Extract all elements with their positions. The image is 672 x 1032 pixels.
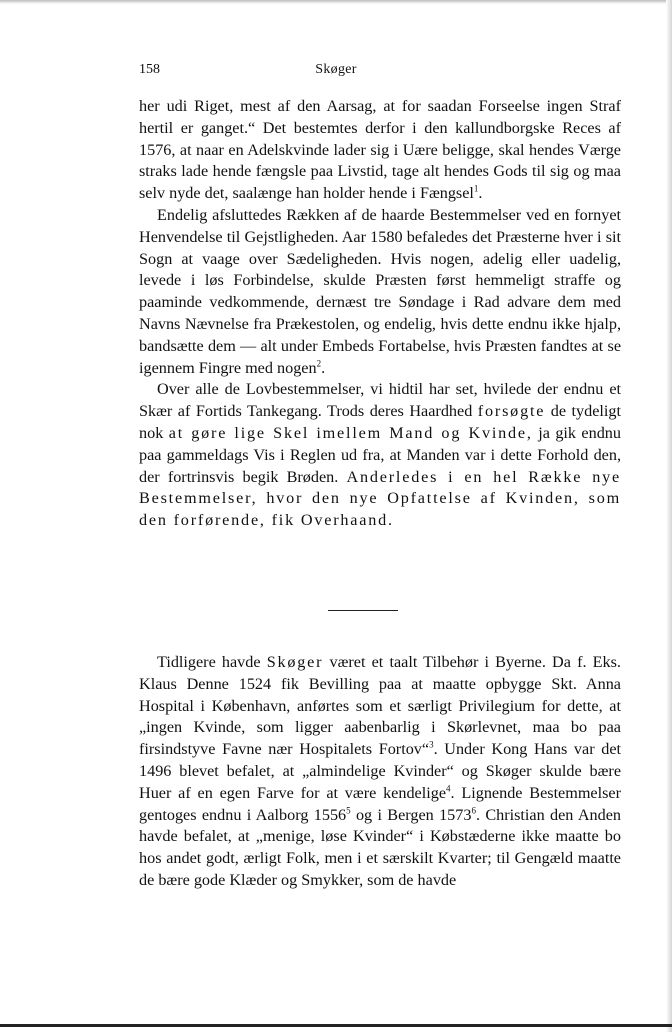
footnote-ref-6: 6 [471,805,476,816]
text-run: Tidligere havde [157,653,267,671]
scan-top-edge [0,0,672,4]
footnote-ref-3: 3 [429,739,434,750]
text-run: . [321,358,326,377]
spaced-text: Skøger [266,653,324,671]
section-divider [328,610,398,611]
text-run: . Lignende Bestemmelser gentoges endnu i Aalborg 1556 [139,783,621,824]
text-run: Over alle de Lovbestemmelser, vi hidtil har set, hvilede der endnu et Skær af Fortids Tankegang. Trods deres Haardhed [139,380,621,421]
paragraph-1 [139,96,621,205]
footnote-ref-2: 2 [316,358,322,369]
text-run: . [478,184,483,203]
spaced-text: forsøgte [477,402,546,421]
text-run: . Under Kong Hans var det 1496 blevet befalet, at „almindelige Kvinder“ og Skøger skulde bære Huer af en egen Farve for at være kendelige [139,740,622,802]
paragraph-3 [139,379,621,532]
page-header [139,62,533,82]
text-run: været et taalt Tilbehør i Byerne. Da f. Eks. Klaus Denne 1524 fik Bevilling paa at maatte opbygge Skt. Anna Hospital i København, anførtes som et særligt Privilegium for dette, at „ingen Kvinde, som ligger aabenbarlig i Skørlevnet, maa bo paa firsindstyve Favne nær Hospitalets Fortov“ [139,653,621,759]
text-run: . Christian den Anden havde befalet, at „menige, løse Kvinder“ i Købstæderne ikke maatte bo hos andet godt, ærligt Folk, men i et særskilt Kvarter; til Gengæld maatte de bære gode Klæder og Smykker, som de havde [139,805,621,889]
spaced-text: at gøre lige Skel imellem Mand og Kvinde, [168,423,533,442]
paragraph-4 [139,652,621,892]
text-run: og i Bergen 1573 [350,805,472,824]
text-section-1 [139,96,621,532]
footnote-ref-4: 4 [446,783,451,794]
scan-right-edge [666,0,672,1032]
page-number: 158 [139,62,160,77]
text-run: her udi Riget, mest af den Aarsag, at for saadan Forseelse ingen Straf hertil er ganget.“ Det bestemtes derfor i den kallundborgske Reces af 1576, at naar en Adelskvinde lader sig i Uære beligge, skal hendes Værge straks lade hende fængsle paa Livstid, tage alt hendes Gods til sig og maa selv nyde det, saalænge han holder hende i Fængsel [139,97,621,203]
text-run: ja gik endnu paa gammeldags Vis i Reglen ud fra, at Manden var i dette Forhold den, der fortrinsvis begik Brøden. [139,423,621,486]
spaced-text: Anderledes i en hel Række nye Bestemmelser, hvor den nye Opfattelse af Kvinden, som den forførende, fik Overhaand. [139,467,621,530]
paragraph-2 [139,205,621,379]
footnote-ref-1: 1 [473,183,479,194]
text-run: Endelig afsluttedes Rækken af de haarde Bestemmelser ved en fornyet Henvendelse til Gejstligheden. Aar 1580 befaledes det Præsterne hver i sit Sogn at vaage over Sædeligheden. Hvis nogen, adelig eller uadelig, levede i løs Forbindelse, skulde Præsten først hemmeligt straffe og paaminde vedkommende, dernæst tre Søndage i Rad advare dem med Navns Nævnelse fra Prækestolen, og endelig, hvis dette endnu ikke hjalp, bandsætte dem — alt under Embeds Fortabelse, hvis Præsten fandtes at se igennem Fingre med nogen [139,205,621,377]
footnote-ref-5: 5 [346,805,351,816]
scan-bottom-edge [0,1024,672,1027]
running-head: Skøger [315,62,357,77]
text-section-2 [139,652,621,892]
text-run: de tydeligt nok [139,402,621,442]
